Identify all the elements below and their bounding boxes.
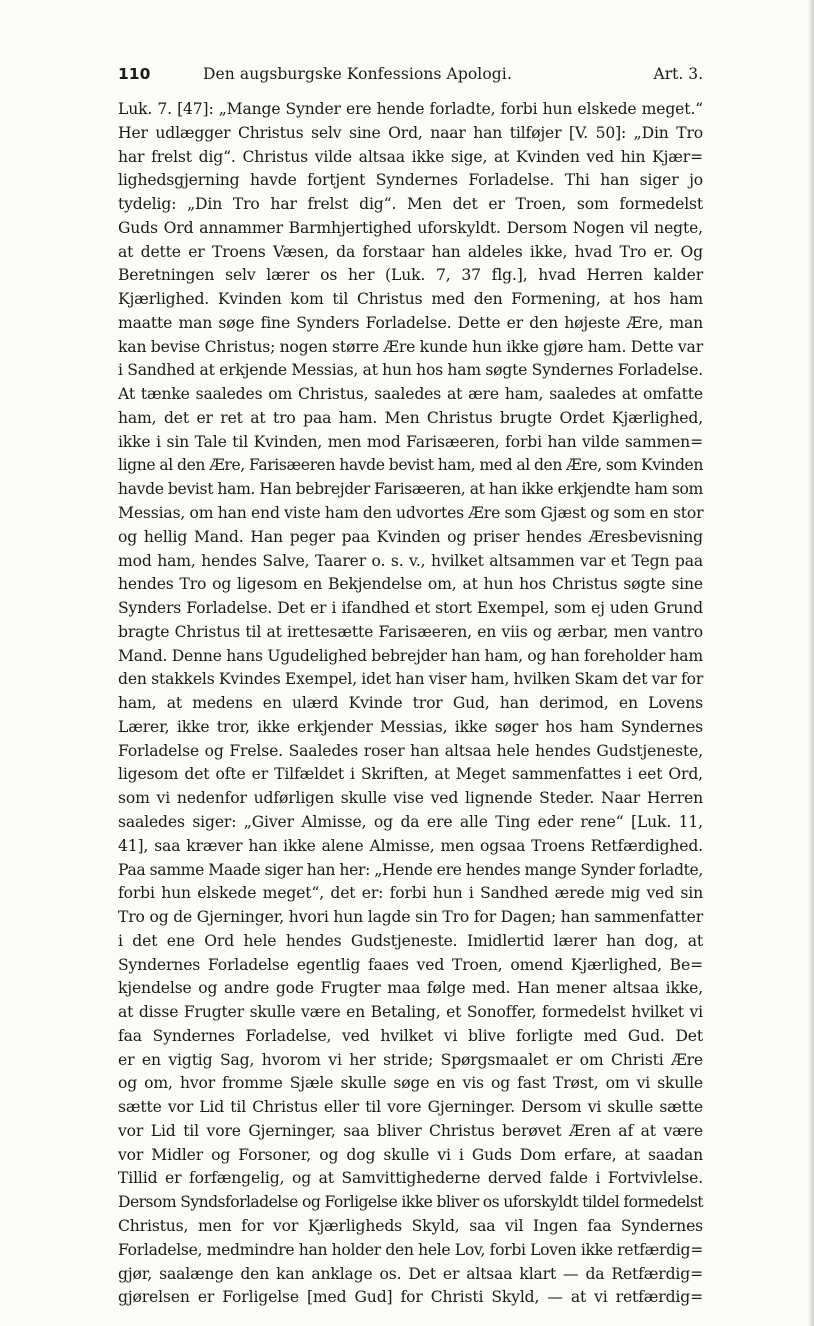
text-line: ligesom det ofte er Tilfældet i Skriften, at Meget sammenfattes i eet Ord,: [118, 765, 703, 784]
text-line: ikke i sin Tale til Kvinden, men mod Farisæeren, forbi han vilde sammen=: [118, 432, 703, 451]
text-line: at disse Frugter skulle være en Betaling, et Sonoffer, formedelst hvilket vi: [118, 1003, 703, 1022]
text-line: 41], saa kræver han ikke alene Almisse, men ogsaa Troens Retfærdighed.: [118, 836, 703, 855]
text-line: Forladelse og Frelse. Saaledes roser han altsaa hele hendes Gudstjeneste,: [118, 741, 703, 760]
text-line: ham, det er ret at tro paa ham. Men Christus brugte Ordet Kjærlighed,: [118, 408, 703, 427]
text-line: har frelst dig“. Christus vilde altsaa ikke sige, at Kvinden ved hin Kjær=: [118, 147, 703, 166]
text-line: kan bevise Christus; nogen større Ære kunde hun ikke gjøre ham. Dette var: [118, 337, 703, 356]
text-line: gjørelsen er Forligelse [med Gud] for Christi Skyld, — at vi retfærdig=: [118, 1288, 703, 1307]
text-line: i det ene Ord hele hendes Gudstjeneste. Imidlertid lærer han dog, at: [118, 931, 703, 950]
text-line: vor Midler og Forsoner, og dog skulle vi i Guds Dom erfare, at saadan: [118, 1145, 703, 1164]
text-line: er en vigtig Sag, hvorom vi her stride; Spørgsmaalet er om Christi Ære: [118, 1050, 703, 1069]
page-edge-shadow: [808, 0, 814, 1326]
text-line: Messias, om han end viste ham den udvortes Ære som Gjæst og som en stor: [118, 504, 704, 523]
text-line: som vi nedenfor udførligen skulle vise ved lignende Steder. Naar Herren: [118, 789, 703, 808]
text-line: Kjærlighed. Kvinden kom til Christus med den Formening, at hos ham: [118, 290, 703, 309]
page-number: 110: [118, 65, 151, 83]
text-line: og hellig Mand. Han peger paa Kvinden og priser hendes Æresbevisning: [118, 527, 703, 546]
running-title: Den augsburgske Konfessions Apologi.: [203, 65, 512, 83]
text-line: Lærer, ikke tror, ikke erkjender Messias, ikke søger hos ham Syndernes: [118, 717, 703, 736]
text-line: gjør, saalænge den kan anklage os. Det er altsaa klart — da Retfærdig=: [118, 1264, 703, 1283]
text-line: Syndernes Forladelse egentlig faaes ved Troen, omend Kjærlighed, Be=: [118, 955, 703, 974]
text-line: tydelig: „Din Tro har frelst dig“. Men det er Troen, som formedelst: [118, 195, 703, 214]
text-line: havde bevist ham. Han bebrejder Farisæeren, at han ikke erkjendte ham som: [118, 480, 703, 499]
text-line: At tænke saaledes om Christus, saaledes at ære ham, saaledes at omfatte: [118, 385, 703, 404]
text-line: Paa samme Maade siger han her: „Hende ere hendes mange Synder forladte,: [118, 860, 703, 879]
text-line: Christus, men for vor Kjærligheds Skyld, saa vil Ingen faa Syndernes: [118, 1216, 703, 1235]
body-text: [118, 98, 703, 1310]
text-line: Beretningen selv lærer os her (Luk. 7, 37 flg.], hvad Herren kalder: [118, 266, 703, 285]
text-line: Tillid er forfængelig, og at Samvittighederne derved falde i Fortvivlelse.: [118, 1169, 703, 1188]
text-line: hendes Tro og ligesom en Bekjendelse om, at hun hos Christus søgte sine: [118, 575, 703, 594]
text-line: vor Lid til vore Gjerninger, saa bliver Christus berøvet Æren af at være: [118, 1121, 703, 1140]
text-line: bragte Christus til at irettesætte Farisæeren, en viis og ærbar, men vantro: [118, 622, 703, 641]
text-line: at dette er Troens Væsen, da forstaar han aldeles ikke, hvad Tro er. Og: [118, 242, 703, 261]
text-line: maatte man søge fine Synders Forladelse. Dette er den højeste Ære, man: [118, 313, 703, 332]
text-line: den stakkels Kvindes Exempel, idet han viser ham, hvilken Skam det var for: [118, 670, 704, 689]
text-line: forbi hun elskede meget“, det er: forbi hun i Sandhed ærede mig ved sin: [118, 884, 703, 903]
text-line: Luk. 7. [47]: „Mange Synder ere hende forladte, forbi hun elskede meget.“: [118, 100, 703, 118]
text-line: mod ham, hendes Salve, Taarer o. s. v., hvilket altsammen var et Tegn paa: [118, 551, 703, 570]
text-line: Forladelse, medmindre han holder den hele Lov, forbi Loven ikke retfærdig=: [118, 1240, 703, 1259]
text-line: ham, at medens en ulærd Kvinde tror Gud, han derimod, en Lovens: [118, 694, 703, 713]
text-line: Mand. Denne hans Ugudelighed bebrejder han ham, og han foreholder ham: [118, 646, 703, 665]
section-reference: Art. 3.: [653, 65, 703, 83]
text-line: Tro og de Gjerninger, hvori hun lagde sin Tro for Dagen; han sammenfatter: [118, 908, 703, 927]
text-line: kjendelse og andre gode Frugter maa følge med. Han mener altsaa ikke,: [118, 979, 703, 998]
text-line: Her udlægger Christus selv sine Ord, naar han tilføjer [V. 50]: „Din Tro: [118, 123, 703, 142]
text-line: ligne al den Ære, Farisæeren havde bevist ham, med al den Ære, som Kvinden: [118, 456, 703, 475]
text-line: sætte vor Lid til Christus eller til vore Gjerninger. Dersom vi skulle sætte: [118, 1098, 703, 1117]
text-line: lighedsgjerning havde fortjent Syndernes Forladelse. Thi han siger jo: [118, 171, 703, 190]
text-line: faa Syndernes Forladelse, ved hvilket vi blive forligte med Gud. Det: [118, 1026, 703, 1045]
page-header: [118, 62, 703, 86]
text-line: saaledes siger: „Giver Almisse, og da ere alle Ting eder rene“ [Luk. 11,: [118, 812, 703, 831]
text-line: Guds Ord annammer Barmhjertighed uforskyldt. Dersom Nogen vil negte,: [118, 218, 703, 237]
text-line: Dersom Syndsforladelse og Forligelse ikke bliver os uforskyldt tildel formedelst: [118, 1193, 703, 1212]
text-line: Synders Forladelse. Det er i ifandhed et stort Exempel, som ej uden Grund: [118, 599, 703, 618]
text-line: og om, hvor fromme Sjæle skulle søge en vis og fast Trøst, om vi skulle: [118, 1074, 703, 1093]
text-line: i Sandhed at erkjende Messias, at hun hos ham søgte Syndernes Forladelse.: [118, 361, 703, 380]
